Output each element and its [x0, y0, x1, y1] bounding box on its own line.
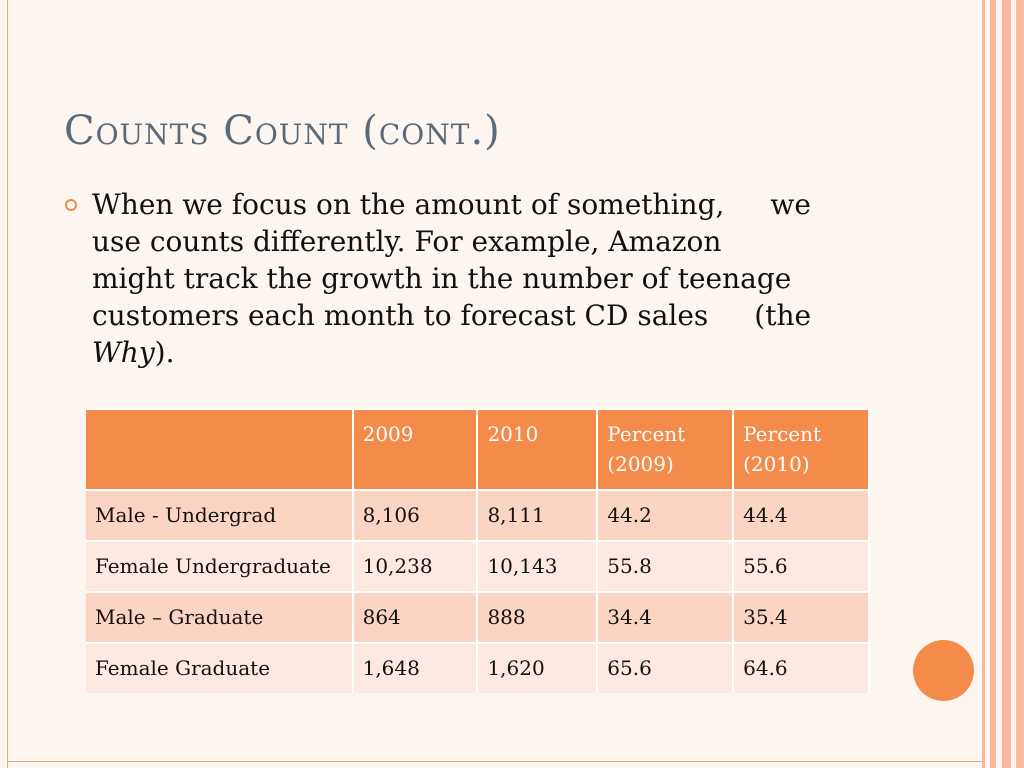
- table-cell: 1,620: [477, 643, 597, 693]
- bullet-item: [65, 186, 875, 371]
- table-row: [86, 541, 869, 592]
- slide-frame-bottom: [7, 761, 982, 762]
- table-header: [86, 409, 353, 490]
- table-row: [86, 490, 869, 541]
- table-header: 2010: [477, 409, 597, 490]
- table-cell: 10,143: [477, 541, 597, 592]
- table-header-row: [86, 409, 869, 490]
- slide-title: Counts Count (cont.): [64, 108, 501, 154]
- table-cell: Female Undergraduate: [86, 541, 353, 592]
- decor-stripe: [1016, 0, 1024, 768]
- decor-stripe: [1002, 0, 1011, 768]
- table-cell: 864: [353, 592, 478, 643]
- table-header: 2009: [353, 409, 478, 490]
- table-cell: 35.4: [733, 592, 869, 643]
- bullet-text: When we focus on the amount of something, we use counts differently. For example, Amazon might track the growth in the number of teenage customers each month to forecast CD sales (the Why).: [92, 188, 812, 369]
- table-cell: Female Graduate: [86, 643, 353, 693]
- table-header: Percent (2009): [597, 409, 733, 490]
- table-header: Percent (2010): [733, 409, 869, 490]
- bullet-circle-icon: [65, 199, 77, 211]
- table-cell: 8,111: [477, 490, 597, 541]
- why-emphasis: Why: [92, 336, 155, 369]
- table-row: [86, 643, 869, 693]
- table-cell: 65.6: [597, 643, 733, 693]
- table-cell: 44.4: [733, 490, 869, 541]
- table-cell: 888: [477, 592, 597, 643]
- table-cell: 10,238: [353, 541, 478, 592]
- table-cell: 34.4: [597, 592, 733, 643]
- table-cell: 55.8: [597, 541, 733, 592]
- table-cell: Male – Graduate: [86, 592, 353, 643]
- data-table: [86, 408, 870, 693]
- decor-stripe: [990, 0, 996, 768]
- table-cell: 55.6: [733, 541, 869, 592]
- table-cell: 1,648: [353, 643, 478, 693]
- table-row: [86, 592, 869, 643]
- table-cell: 64.6: [733, 643, 869, 693]
- decor-circle: [913, 640, 974, 701]
- decor-stripe: [982, 0, 985, 768]
- table-cell: 8,106: [353, 490, 478, 541]
- table-cell: Male - Undergrad: [86, 490, 353, 541]
- table-cell: 44.2: [597, 490, 733, 541]
- slide-frame-left: [7, 0, 8, 768]
